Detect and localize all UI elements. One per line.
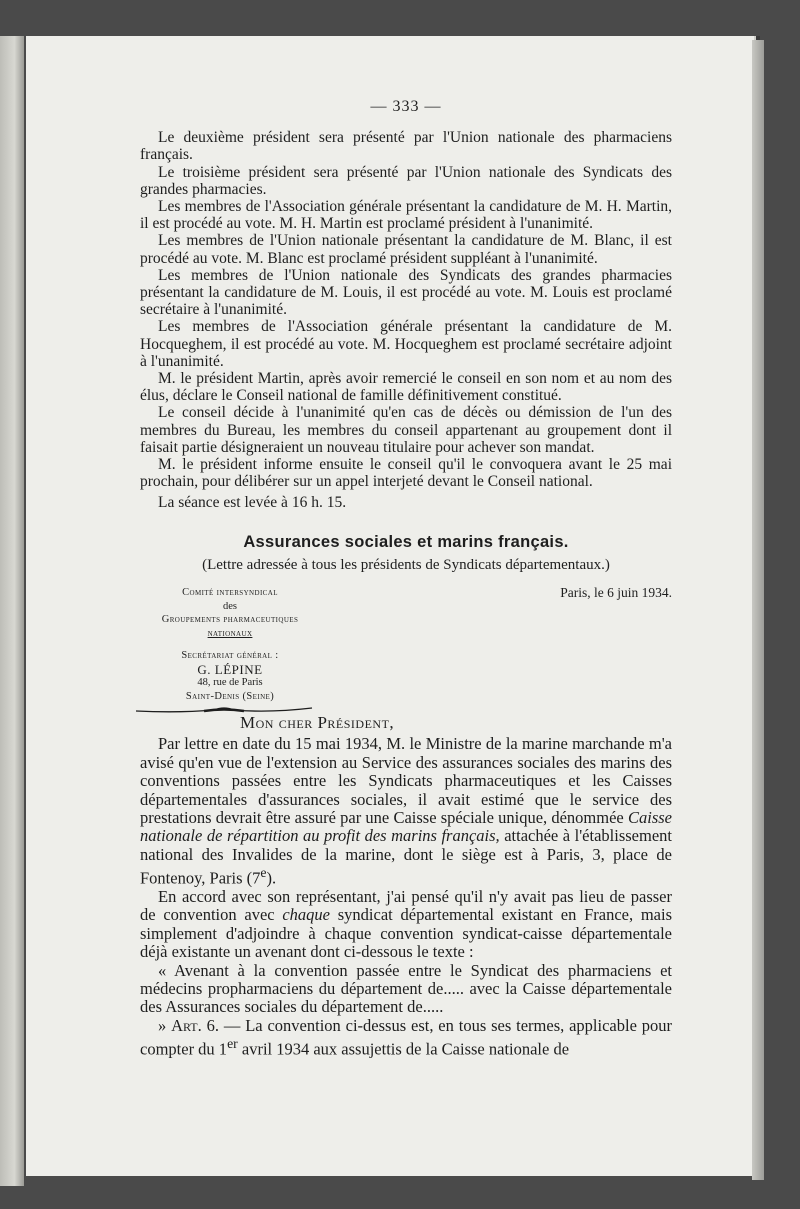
text-run: En accord avec son représentant, j'ai pensé qu'il n'y avait pas lieu de passer de convention avec <box>140 887 672 925</box>
text-run: » <box>158 1015 172 1035</box>
italic-text: chaque <box>282 905 331 925</box>
minutes-paragraph: M. le président informe ensuite le conseil qu'il le convoquera avant le 25 mai prochain, pour délibérer sur un appel interjeté devant le Conseil national. <box>140 456 672 491</box>
letter-paragraph: « Avenant à la convention passée entre le Syndicat des pharmaciens et médecins propharmaciens du département de..... avec la Caisse départementale des Assurances sociales du département de..... <box>140 960 672 1017</box>
letterhead <box>140 586 320 715</box>
letterhead-line: Groupements pharmaceutiques <box>161 614 299 626</box>
minutes-paragraph: Les membres de l'Union nationale présentant la candidature de M. Blanc, il est procédé au vote. M. Blanc est proclamé président suppléant à l'unanimité. <box>140 232 672 267</box>
place-date: Paris, le 6 juin 1934. <box>560 585 672 601</box>
minutes-paragraph: Le conseil décide à l'unanimité qu'en cas de décès ou démission de l'un des membres du Bureau, les membres du conseil appartenant au groupement dont il faisait partie désigneraient un nouveau titulaire pour achever son mandat. <box>140 404 672 456</box>
section-title: Assurances sociales et marins français. <box>243 532 569 551</box>
letter-paragraph <box>140 735 672 888</box>
salutation: Mon cher Président, <box>240 713 395 733</box>
article-label: Art. 6. <box>171 1015 219 1035</box>
text-run: — La convention ci-dessus est, en tous ses termes, applicable pour compter du 1 <box>140 1015 672 1059</box>
letter-header <box>140 586 672 704</box>
minutes-closing: La séance est levée à 16 h. 15. <box>158 494 347 512</box>
minutes-paragraph: Le troisième président sera présenté par l'Union nationale des Syndicats des grandes pharmacies. <box>140 163 672 198</box>
page-right-edge <box>752 40 764 1180</box>
flourish-ornament <box>134 705 314 715</box>
letterhead-line: nationaux <box>207 627 253 639</box>
letterhead-line: Secrétariat général : <box>181 650 279 662</box>
page-number: — 333 — <box>370 98 442 115</box>
minutes-paragraph: Les membres de l'Association générale présentant la candidature de M. H. Martin, il est procédé au vote. M. H. Martin est proclamé président à l'unanimité. <box>140 198 672 233</box>
letterhead-line: Comité intersyndical <box>182 587 278 599</box>
letter-body <box>140 735 672 1059</box>
text-run: Par lettre en date du 15 mai 1934, M. le Ministre de la marine marchande m'a avisé qu'en vue de l'extension au Service des assurances sociales des marins des conventions passées entre les Syndicats pharmaceutiques et les Caisses départementales d'assurances sociales, il avait estimé que le service des prestations devrait être assuré par une Caisse spéciale unique, dénommée <box>140 734 672 827</box>
italic-text: Caisse nationale de répartition au profit des marins français, <box>140 807 672 846</box>
meeting-minutes <box>140 129 672 511</box>
minutes-paragraph: Les membres de l'Association générale présentant la candidature de M. Hocqueghem, il est procédé au vote. M. Hocqueghem est proclamé secrétaire adjoint à l'unanimité. <box>140 318 672 370</box>
text-run: ). <box>266 868 277 888</box>
text-run: avril 1934 aux assujettis de la Caisse nationale de <box>237 1039 570 1059</box>
section-subtitle: (Lettre adressée à tous les présidents de Syndicats départementaux.) <box>202 556 610 573</box>
text-run: syndicat départemental existant en France, mais simplement d'adjoindre à chaque convention syndicat-caisse départementale déjà existante un avenant dont ci-dessous le texte : <box>140 905 673 962</box>
text-run: attachée à l'établissement national des Invalides de la marine, dont le siège est à Paris, 3, place de Fontenoy, Paris (7 <box>140 826 672 888</box>
letterhead-line: Saint-Denis (Seine) <box>185 690 275 702</box>
minutes-paragraph: Les membres de l'Union nationale des Syndicats des grandes pharmacies présentant la candidature de M. Louis, il est procédé au vote. M. Louis est proclamé secrétaire à l'unanimité. <box>140 266 672 319</box>
minutes-paragraph: M. le président Martin, après avoir remercié le conseil en son nom et au nom des élus, déclare le Conseil national de famille définitivement constitué. <box>140 370 672 405</box>
letter-paragraph <box>140 888 672 962</box>
letter-paragraph <box>140 1017 672 1059</box>
superscript: er <box>227 1036 238 1052</box>
letterhead-line: 48, rue de Paris <box>197 677 263 689</box>
superscript: e <box>260 865 267 881</box>
letterhead-line: des <box>223 600 237 612</box>
minutes-paragraph: Le deuxième président sera présenté par l'Union nationale des pharmaciens français. <box>140 129 672 164</box>
page-content <box>140 98 672 1059</box>
letterhead-line: G. LÉPINE <box>197 661 263 677</box>
left-page-edge <box>0 36 24 1186</box>
